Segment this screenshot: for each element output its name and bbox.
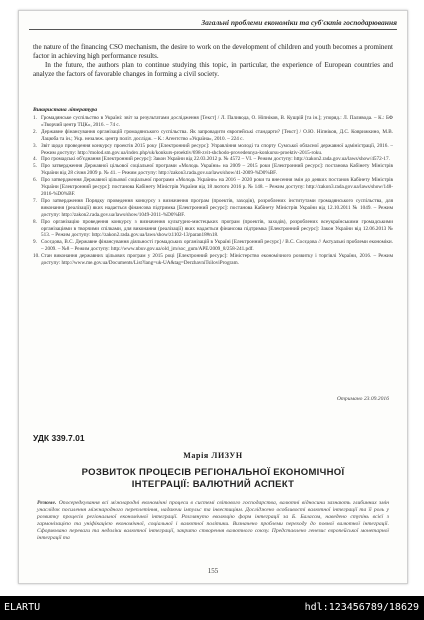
abstract-text: Опосередкування всі міжнародні економічні процеси в системі світового господарства, валютні відносини зазнають глибинних змін унаслідок посилення міжнародного переплетіння, надаючи імпульс та інвестиціям. Досліджено особливості валютної інтеграції та її роль у розвитку процесів регіональної економічної інтеграції. Розглянуто еволюцію форм інтеграції за Б. Баласом, наведено ступінь всієї з гармонізацією та уніфікацією економічної, соціальної і валютної політики. Визначено проблеми переходу до повної валютної інтеграції. Сформовано переваги та недоліки валютної інтеграції, закрито створення валютного союзу. Представлено генезис європейської монетарної інтеграції та xyxy=(37,500,389,542)
reference-item: 5. Про затвердження Державної цільової соціальної програми «Молодь України» на 2009 – 2015 роки [Електронний ресурс]: постанова Кабінету Міністрів України від 28 січня 2009 р. № 41. – Режим доступу: http://zakon3.rada.gov.ua/laws/show/41-2009-%D0%BF. xyxy=(33,163,393,177)
reference-item: 3. Звіт щодо проведення конкурсу проектів 2015 року [Електронний ресурс]: Управління молоді та спорту Сумської обласної державної адміністрації, 2016. – Режим доступу: http://molod.sm.gov.ua/index.php/uk/konkurs-proektiv/698-zvit-shchodo-provedennya-konkursu-proektiv-2015-roku. xyxy=(33,142,393,156)
article-author: Марія ЛИЗУН xyxy=(183,451,243,460)
article-title: РОЗВИТОК ПРОЦЕСІВ РЕГІОНАЛЬНОЇ ЕКОНОМІЧНОЇ ІНТЕГРАЦІЇ: ВАЛЮТНИЙ АСПЕКТ xyxy=(81,467,345,490)
udk-code: УДК 339.7.01 xyxy=(33,433,85,443)
viewer-footer-bar xyxy=(0,596,424,620)
reference-item: 6. Про затвердження Державної цільової соціальної програми «Молодь України» на 2016 – 2020 роки та внесення змін до деяких постанов Кабінету Міністрів України [Електронний ресурс]: постанова Кабінету Міністрів України від 18 лютого 2016 р. № 148. – Режим доступу: http://zakon3.rada.gov.ua/laws/show/148-2016-%D0%BF. xyxy=(33,177,393,197)
intro-paragraph-2: In the future, the authors plan to continue studying this topic, in particular, the experience of European countries and analyze the factors of favorable changes in forming a civil society. xyxy=(33,61,393,78)
article-abstract xyxy=(37,500,389,543)
reference-item: 8. Про організацію проведення конкурсу з визначення культурно-мистецьких програм (проектів, заходів), розроблених всеукраїнськими громадськими організаціями в творчими спілками, для виконання (реалізації) яких надається фінансова підтримка [Електронний ресурс]: Закон України від 12.06.2013 № 513. – Режим доступу: http://zakon2.rada.gov.ua/laws/show/z1102-13/paran18#n18. xyxy=(33,218,393,239)
repository-name: ELARTU xyxy=(4,602,41,613)
reference-item: 2. Державне фінансування організацій громадянського суспільства. Як запровадити європейські стандарти? [Текст] / О.Ю. Ніпніков, Д.С. Коврижкино, М.В. Лацюба та ін.; Укр. незалеж. центр політ. дослідж. – К.: Агентство «Україна», 2010. – 224 с. xyxy=(33,128,393,142)
intro-paragraph-1: the nature of the financing CSO mechanism, the desire to work on the development of children and youth becomes a prominent factor in achieving high performance results. xyxy=(33,43,393,60)
references-heading: Використана література xyxy=(33,107,98,113)
abstract-label: Резюме. xyxy=(37,500,57,506)
running-header: Загальні проблеми економіки та суб'єктів господарювання xyxy=(29,17,397,30)
handle-id: hdl:123456789/18629 xyxy=(304,602,419,613)
reference-item: 4. Про громадські об'єднання [Електронний ресурс]: Закон України від 22.03.2012 р. № 4572 – VI. – Режим доступу: http://zakon2.rada.gov.ua/laws/show/4572-17. xyxy=(33,156,390,163)
reference-item: 10. Стан виконання державних цільових програм у 2015 році [Електронний ресурс]: Міністерство економічного розвитку і торгівлі України, 2016. – Режим доступу: http://www.me.gov.ua/Documents/List?lang=uk-UA&tag=DerzhavniTsiloviProgram. xyxy=(33,253,393,267)
references-list xyxy=(33,115,393,267)
received-date: Отримано 23.09.2016 xyxy=(336,396,389,402)
journal-page xyxy=(18,10,408,584)
reference-item: 7. Про затвердження Порядку проведення конкурсу з визначення програм (проектів, заходів), розроблених інститутами громадянського суспільства, для виконання (реалізації) яких надається фінансова підтримка [Електронний ресурс]: постанова Кабінету Міністрів України від 12.10.2011 № 1049. – Режим доступу: http://zakon2.rada.gov.ua/laws/show/1049-2011-%D0%BF. xyxy=(33,197,393,218)
reference-item: 9. Сосєдова, В.С. Державне фінансування діяльності громадських організацій в Україні [Електронний ресурс] / В.С. Сосєдова // Актуальні проблеми економіки. – 2009. – №8 – Режим доступу: http://www.nbuv.gov.ua/old_jrn/soc_gum/APE/2009_8/258-241.pdf. xyxy=(33,239,393,253)
intro-text xyxy=(33,43,393,79)
page-number: 155 xyxy=(207,567,219,575)
reference-item: 1. Громадянське суспільство в Україні: звіт за результатами дослідження [Текст] / Л. Паливода, О. Ніпніков, В. Кушрій [та ін.]; упоряд.: Л. Паливода. – К.: БФ «Творчий центр ТЦК», 2016. – 74 с. xyxy=(33,115,393,128)
